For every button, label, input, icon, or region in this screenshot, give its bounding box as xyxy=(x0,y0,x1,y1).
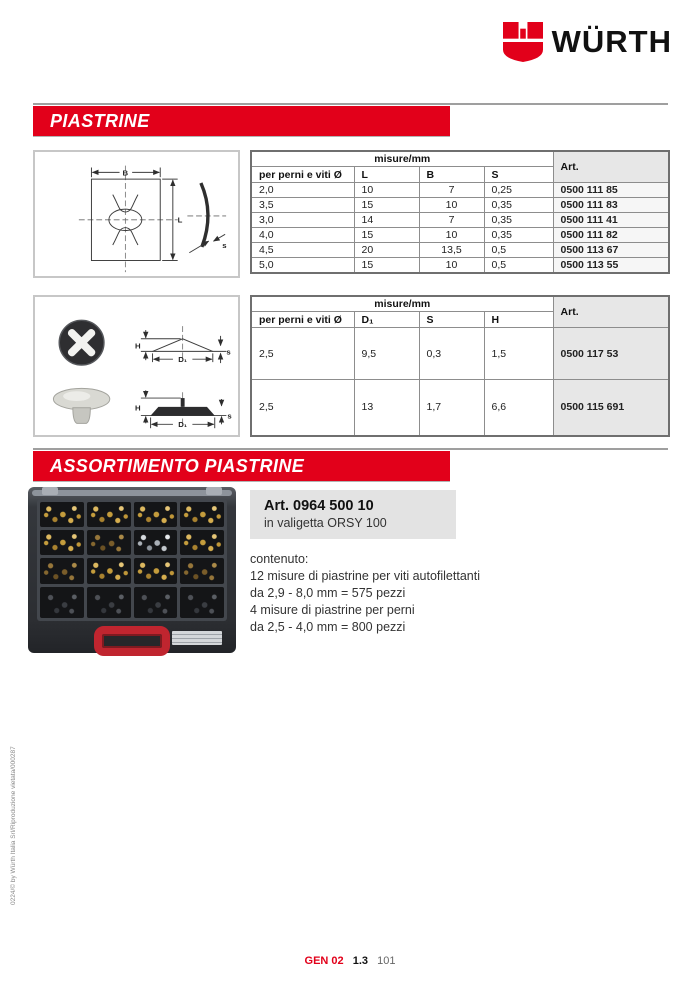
article-case: in valigetta ORSY 100 xyxy=(264,516,387,530)
cell-art: 0500 111 85 xyxy=(553,183,669,198)
footer-section-code: GEN 02 xyxy=(304,955,344,967)
cell-l: 15 xyxy=(354,228,419,243)
cell-art: 0500 113 55 xyxy=(553,258,669,274)
table2-col-s: S xyxy=(419,312,484,328)
assortment-case-photo xyxy=(28,487,236,653)
compartment xyxy=(87,502,131,527)
table1-group-header: misure/mm xyxy=(251,151,553,167)
cell-s: 0,3 xyxy=(419,328,484,380)
compartment xyxy=(87,558,131,583)
section-title: PIASTRINE xyxy=(50,110,150,131)
cell-b: 10 xyxy=(419,198,484,213)
table2-group-header: misure/mm xyxy=(251,296,553,312)
compartment xyxy=(40,587,84,618)
dim-label-s-bottom: s xyxy=(227,411,232,421)
cell-b: 10 xyxy=(419,228,484,243)
cap-dimensions-table xyxy=(250,295,670,437)
dim-label-h-bottom: H xyxy=(135,403,141,413)
cell-d1: 13 xyxy=(354,380,419,436)
table1-col-l: L xyxy=(354,167,419,183)
cell-l: 15 xyxy=(354,198,419,213)
cell-b: 7 xyxy=(419,183,484,198)
section-title: ASSORTIMENTO PIASTRINE xyxy=(50,455,305,476)
cell-art: 0500 111 83 xyxy=(553,198,669,213)
cell-s: 0,35 xyxy=(484,228,553,243)
cell-diameter: 2,0 xyxy=(251,183,354,198)
cell-h: 1,5 xyxy=(484,328,553,380)
compartment xyxy=(134,587,178,618)
wurth-logo xyxy=(503,22,672,62)
compartment xyxy=(134,530,178,555)
table2-col-diameter: per perni e viti Ø xyxy=(251,312,354,328)
case-label xyxy=(172,631,222,645)
cell-art: 0500 113 67 xyxy=(553,243,669,258)
table1-col-b: B xyxy=(419,167,484,183)
cell-l: 10 xyxy=(354,183,419,198)
table-row xyxy=(251,228,669,243)
contents-line: da 2,5 - 4,0 mm = 800 pezzi xyxy=(250,620,406,634)
cell-art: 0500 111 41 xyxy=(553,213,669,228)
cell-diameter: 3,5 xyxy=(251,198,354,213)
dim-label-h-top: H xyxy=(135,341,141,351)
cell-s: 0,35 xyxy=(484,213,553,228)
dim-label-l: L xyxy=(177,215,183,225)
table2-col-d1: D₁ xyxy=(354,312,419,328)
table-row xyxy=(251,328,669,380)
cell-s: 0,35 xyxy=(484,198,553,213)
case-hinge xyxy=(206,487,222,495)
cell-s: 1,7 xyxy=(419,380,484,436)
dim-label-d1-bottom: D₁ xyxy=(178,420,188,430)
dim-label-d1-top: D₁ xyxy=(178,355,188,365)
table-row xyxy=(251,258,669,274)
table1-art-header: Art. xyxy=(553,151,669,183)
cell-art: 0500 117 53 xyxy=(553,328,669,380)
dim-label-b: B xyxy=(122,168,129,178)
case-hinge xyxy=(42,487,58,495)
table-row xyxy=(251,380,669,436)
dim-label-s: s xyxy=(222,240,227,250)
cell-s: 0,5 xyxy=(484,243,553,258)
compartment xyxy=(134,502,178,527)
contents-line: 4 misure di piastrine per perni xyxy=(250,603,415,617)
case-tray xyxy=(37,499,227,621)
section-header-assortimento xyxy=(33,451,450,481)
table-row xyxy=(251,243,669,258)
cell-l: 15 xyxy=(354,258,419,274)
dim-label-s-top: s xyxy=(226,347,231,357)
contents-label: contenuto: xyxy=(250,552,309,566)
cell-diameter: 2,5 xyxy=(251,328,354,380)
wurth-logo-text: WÜRTH xyxy=(551,24,672,59)
compartment xyxy=(87,530,131,555)
copyright-sidenote: 0224/© by Würth Italia Srl/Riproduzione vietata/000287 xyxy=(10,746,17,905)
compartment xyxy=(40,558,84,583)
contents-line: da 2,9 - 8,0 mm = 575 pezzi xyxy=(250,586,406,600)
article-number: Art. 0964 500 10 xyxy=(264,498,374,514)
cell-s: 0,5 xyxy=(484,258,553,274)
cell-art: 0500 111 82 xyxy=(553,228,669,243)
cell-s: 0,25 xyxy=(484,183,553,198)
cell-l: 20 xyxy=(354,243,419,258)
contents-line: 12 misure di piastrine per viti autofilettanti xyxy=(250,569,480,583)
cell-d1: 9,5 xyxy=(354,328,419,380)
table-row xyxy=(251,198,669,213)
wurth-logo-icon xyxy=(503,22,543,62)
cap-washer-svg xyxy=(35,297,238,435)
table2-art-header: Art. xyxy=(553,296,669,328)
section-rule xyxy=(33,103,668,105)
compartment xyxy=(134,558,178,583)
cell-art: 0500 115 691 xyxy=(553,380,669,436)
cell-h: 6,6 xyxy=(484,380,553,436)
compartment xyxy=(87,587,131,618)
page-footer xyxy=(0,955,700,967)
compartment xyxy=(180,502,224,527)
cap-washer-drawing xyxy=(33,295,240,437)
cell-b: 13,5 xyxy=(419,243,484,258)
cell-diameter: 4,0 xyxy=(251,228,354,243)
footer-chapter: 1.3 xyxy=(352,955,369,967)
table-row xyxy=(251,183,669,198)
clip-technical-drawing xyxy=(33,150,240,278)
cell-diameter: 3,0 xyxy=(251,213,354,228)
case-handle xyxy=(94,626,170,656)
cell-b: 7 xyxy=(419,213,484,228)
footer-page-number: 101 xyxy=(377,955,396,967)
section-rule xyxy=(33,448,668,450)
table1-col-s: S xyxy=(484,167,553,183)
contents-description xyxy=(250,551,480,636)
table2-col-h: H xyxy=(484,312,553,328)
clip-dimensions-table xyxy=(250,150,670,274)
cell-b: 10 xyxy=(419,258,484,274)
compartment xyxy=(40,530,84,555)
cell-diameter: 4,5 xyxy=(251,243,354,258)
cell-diameter: 5,0 xyxy=(251,258,354,274)
table1-col-diameter: per perni e viti Ø xyxy=(251,167,354,183)
compartment xyxy=(180,558,224,583)
compartment xyxy=(180,587,224,618)
table-row xyxy=(251,213,669,228)
cell-l: 14 xyxy=(354,213,419,228)
compartment xyxy=(40,502,84,527)
cell-diameter: 2,5 xyxy=(251,380,354,436)
clip-drawing-svg xyxy=(35,152,238,276)
section-header-piastrine xyxy=(33,106,450,136)
compartment xyxy=(180,530,224,555)
article-info-box xyxy=(250,490,456,539)
